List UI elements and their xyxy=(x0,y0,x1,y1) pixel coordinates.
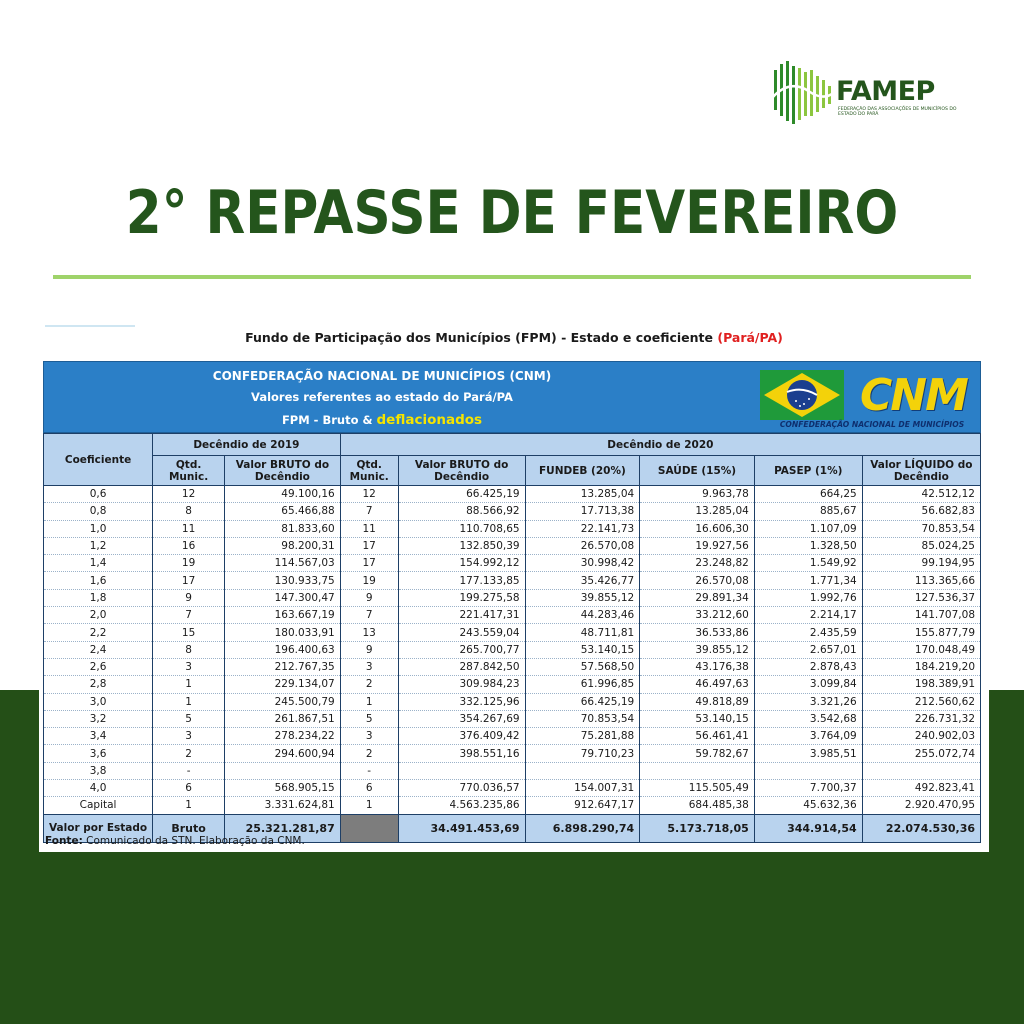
cell-saude: 46.497,63 xyxy=(640,676,755,693)
cell-fundeb: 66.425,19 xyxy=(525,693,640,710)
cell-bruto-2019: 245.500,79 xyxy=(225,693,341,710)
cell-qtd-2020: - xyxy=(340,762,398,779)
cell-saude: 19.927,56 xyxy=(640,537,755,554)
source-note xyxy=(45,835,305,847)
table-row xyxy=(44,676,981,693)
cell-bruto-2020: 177.133,85 xyxy=(398,572,525,589)
fpm-card xyxy=(39,322,989,852)
header-fundeb: FUNDEB (20%) xyxy=(525,456,640,486)
cell-bruto-2020: 4.563.235,86 xyxy=(398,797,525,814)
cell-bruto-2019: 81.833,60 xyxy=(225,520,341,537)
cell-saude: 39.855,12 xyxy=(640,641,755,658)
cell-qtd-2019: 17 xyxy=(153,572,225,589)
banner-line-3-prefix: FPM - Bruto & xyxy=(281,413,373,427)
cell-liquido: 255.072,74 xyxy=(862,745,980,762)
cell-qtd-2019: 11 xyxy=(153,520,225,537)
table-row xyxy=(44,693,981,710)
cell-qtd-2020: 3 xyxy=(340,658,398,675)
cell-pasep: 1.107,09 xyxy=(754,520,862,537)
cell-liquido: 113.365,66 xyxy=(862,572,980,589)
cell-fundeb: 75.281,88 xyxy=(525,728,640,745)
cell-bruto-2020: 154.992,12 xyxy=(398,555,525,572)
cell-qtd-2020: 9 xyxy=(340,589,398,606)
header-saude: SAÚDE (15%) xyxy=(640,456,755,486)
table-row xyxy=(44,658,981,675)
cell-qtd-2019: 8 xyxy=(153,503,225,520)
cell-bruto-2020: 398.551,16 xyxy=(398,745,525,762)
cell-qtd-2020: 7 xyxy=(340,607,398,624)
total-pasep: 344.914,54 xyxy=(754,814,862,842)
cell-fundeb: 53.140,15 xyxy=(525,641,640,658)
cell-qtd-2019: 15 xyxy=(153,624,225,641)
total-saude: 5.173.718,05 xyxy=(640,814,755,842)
cell-fundeb xyxy=(525,762,640,779)
cell-liquido: 42.512,12 xyxy=(862,486,980,503)
cell-fundeb: 61.996,85 xyxy=(525,676,640,693)
cell-pasep: 664,25 xyxy=(754,486,862,503)
cell-bruto-2019: 3.331.624,81 xyxy=(225,797,341,814)
table-row xyxy=(44,572,981,589)
cell-pasep: 3.764,09 xyxy=(754,728,862,745)
total-fundeb: 6.898.290,74 xyxy=(525,814,640,842)
cell-saude: 56.461,41 xyxy=(640,728,755,745)
cell-pasep: 1.549,92 xyxy=(754,555,862,572)
table-row xyxy=(44,537,981,554)
fpm-heading-state: (Pará/PA) xyxy=(717,330,783,345)
table-row xyxy=(44,520,981,537)
cell-fundeb: 70.853,54 xyxy=(525,710,640,727)
cell-fundeb: 48.711,81 xyxy=(525,624,640,641)
cell-saude: 59.782,67 xyxy=(640,745,755,762)
cell-fundeb: 154.007,31 xyxy=(525,780,640,797)
cell-coeficiente: 1,4 xyxy=(44,555,153,572)
fpm-table xyxy=(43,433,981,843)
cell-qtd-2019: 19 xyxy=(153,555,225,572)
cell-saude: 26.570,08 xyxy=(640,572,755,589)
table-row xyxy=(44,728,981,745)
cell-pasep: 3.321,26 xyxy=(754,693,862,710)
cell-coeficiente: 0,8 xyxy=(44,503,153,520)
cell-coeficiente: 3,8 xyxy=(44,762,153,779)
header-pasep: PASEP (1%) xyxy=(754,456,862,486)
cnm-logo xyxy=(760,364,980,432)
cell-fundeb: 13.285,04 xyxy=(525,486,640,503)
table-row xyxy=(44,641,981,658)
cell-pasep: 7.700,37 xyxy=(754,780,862,797)
cell-bruto-2020: 132.850,39 xyxy=(398,537,525,554)
cell-coeficiente: 0,6 xyxy=(44,486,153,503)
cnm-logo-subtitle: CONFEDERAÇÃO NACIONAL DE MUNICÍPIOS xyxy=(779,420,965,429)
cell-bruto-2020: 265.700,77 xyxy=(398,641,525,658)
cell-coeficiente: 2,0 xyxy=(44,607,153,624)
total-liquido: 22.074.530,36 xyxy=(862,814,980,842)
table-row xyxy=(44,589,981,606)
cell-saude xyxy=(640,762,755,779)
cell-saude: 53.140,15 xyxy=(640,710,755,727)
cell-pasep: 1.328,50 xyxy=(754,537,862,554)
cell-fundeb: 39.855,12 xyxy=(525,589,640,606)
cell-bruto-2019: 147.300,47 xyxy=(225,589,341,606)
cell-qtd-2019: 3 xyxy=(153,658,225,675)
table-row xyxy=(44,624,981,641)
cell-bruto-2020: 221.417,31 xyxy=(398,607,525,624)
cell-saude: 9.963,78 xyxy=(640,486,755,503)
cell-liquido: 2.920.470,95 xyxy=(862,797,980,814)
cell-bruto-2020: 110.708,65 xyxy=(398,520,525,537)
cell-bruto-2019: 163.667,19 xyxy=(225,607,341,624)
cell-liquido: 170.048,49 xyxy=(862,641,980,658)
cell-qtd-2020: 1 xyxy=(340,693,398,710)
cell-pasep: 2.878,43 xyxy=(754,658,862,675)
cell-qtd-2019: 3 xyxy=(153,728,225,745)
cell-qtd-2020: 7 xyxy=(340,503,398,520)
title-divider xyxy=(53,275,971,279)
cnm-banner xyxy=(43,361,981,433)
cell-saude: 33.212,60 xyxy=(640,607,755,624)
cell-saude: 36.533,86 xyxy=(640,624,755,641)
table-group-header-row xyxy=(44,434,981,456)
cell-bruto-2019: 278.234,22 xyxy=(225,728,341,745)
banner-line-3 xyxy=(44,412,720,428)
cell-pasep: 1.771,34 xyxy=(754,572,862,589)
table-row xyxy=(44,780,981,797)
cell-qtd-2019: 5 xyxy=(153,710,225,727)
header-bruto-2020: Valor BRUTO do Decêndio xyxy=(398,456,525,486)
cell-qtd-2020: 1 xyxy=(340,797,398,814)
cell-fundeb: 22.141,73 xyxy=(525,520,640,537)
banner-line-3-highlight: deflacionados xyxy=(376,412,483,428)
cell-fundeb: 35.426,77 xyxy=(525,572,640,589)
cell-qtd-2020: 3 xyxy=(340,728,398,745)
header-decendio-2020: Decêndio de 2020 xyxy=(340,434,980,456)
cell-saude: 49.818,89 xyxy=(640,693,755,710)
cell-bruto-2020 xyxy=(398,762,525,779)
source-label: Fonte: xyxy=(45,835,83,847)
cell-qtd-2019: - xyxy=(153,762,225,779)
table-row xyxy=(44,762,981,779)
cell-bruto-2019: 49.100,16 xyxy=(225,486,341,503)
cnm-logo-text: CNM xyxy=(860,370,967,421)
cell-pasep: 3.099,84 xyxy=(754,676,862,693)
cell-fundeb: 30.998,42 xyxy=(525,555,640,572)
cell-pasep: 2.435,59 xyxy=(754,624,862,641)
banner-line-1: CONFEDERAÇÃO NACIONAL DE MUNICÍPIOS (CNM) xyxy=(212,369,552,383)
cell-qtd-2020: 2 xyxy=(340,676,398,693)
fpm-heading-text: Fundo de Participação dos Municípios (FPM) - Estado e coeficiente xyxy=(245,330,713,345)
banner-line-2: Valores referentes ao estado do Pará/PA xyxy=(251,390,513,404)
cell-bruto-2019: 114.567,03 xyxy=(225,555,341,572)
table-row xyxy=(44,486,981,503)
cell-bruto-2020: 66.425,19 xyxy=(398,486,525,503)
table-row xyxy=(44,745,981,762)
header-coeficiente: Coeficiente xyxy=(44,434,153,486)
cell-qtd-2019: 12 xyxy=(153,486,225,503)
cell-saude: 43.176,38 xyxy=(640,658,755,675)
cell-qtd-2020: 13 xyxy=(340,624,398,641)
cell-coeficiente: 2,6 xyxy=(44,658,153,675)
cell-saude: 13.285,04 xyxy=(640,503,755,520)
cell-qtd-2019: 16 xyxy=(153,537,225,554)
cell-liquido: 240.902,03 xyxy=(862,728,980,745)
famep-emblem-icon xyxy=(770,58,836,128)
cell-bruto-2020: 199.275,58 xyxy=(398,589,525,606)
page-title: 2° REPASSE DE FEVEREIRO xyxy=(125,178,899,248)
cell-saude: 684.485,38 xyxy=(640,797,755,814)
cell-liquido: 492.823,41 xyxy=(862,780,980,797)
cell-coeficiente: 3,2 xyxy=(44,710,153,727)
table-row xyxy=(44,555,981,572)
cell-liquido: 85.024,25 xyxy=(862,537,980,554)
cell-qtd-2019: 9 xyxy=(153,589,225,606)
cell-liquido: 141.707,08 xyxy=(862,607,980,624)
cell-qtd-2020: 17 xyxy=(340,537,398,554)
cell-bruto-2020: 376.409,42 xyxy=(398,728,525,745)
cell-bruto-2019: 568.905,15 xyxy=(225,780,341,797)
cell-bruto-2020: 309.984,23 xyxy=(398,676,525,693)
cell-qtd-2020: 2 xyxy=(340,745,398,762)
header-bruto-2019: Valor BRUTO do Decêndio xyxy=(225,456,341,486)
cell-pasep: 885,67 xyxy=(754,503,862,520)
cell-coeficiente: 1,0 xyxy=(44,520,153,537)
cell-coeficiente: 3,0 xyxy=(44,693,153,710)
brazil-flag-icon xyxy=(760,364,860,422)
cell-bruto-2019: 212.767,35 xyxy=(225,658,341,675)
cell-qtd-2020: 17 xyxy=(340,555,398,572)
cell-qtd-2019: 1 xyxy=(153,797,225,814)
cell-bruto-2019: 65.466,88 xyxy=(225,503,341,520)
cell-pasep: 45.632,36 xyxy=(754,797,862,814)
cell-bruto-2019 xyxy=(225,762,341,779)
cell-fundeb: 57.568,50 xyxy=(525,658,640,675)
cell-fundeb: 17.713,38 xyxy=(525,503,640,520)
total-bruto-2020: 34.491.453,69 xyxy=(398,814,525,842)
header-qtd-2019: Qtd. Munic. xyxy=(153,456,225,486)
table-body xyxy=(44,486,981,843)
cell-bruto-2020: 332.125,96 xyxy=(398,693,525,710)
cell-pasep: 2.214,17 xyxy=(754,607,862,624)
cell-bruto-2019: 261.867,51 xyxy=(225,710,341,727)
cell-qtd-2020: 11 xyxy=(340,520,398,537)
cell-pasep xyxy=(754,762,862,779)
cell-fundeb: 26.570,08 xyxy=(525,537,640,554)
header-qtd-2020: Qtd. Munic. xyxy=(340,456,398,486)
cell-coeficiente: 2,4 xyxy=(44,641,153,658)
cell-bruto-2019: 180.033,91 xyxy=(225,624,341,641)
cell-coeficiente: 3,4 xyxy=(44,728,153,745)
cell-liquido: 198.389,91 xyxy=(862,676,980,693)
header-decendio-2019: Decêndio de 2019 xyxy=(153,434,341,456)
cell-qtd-2019: 7 xyxy=(153,607,225,624)
famep-logo-subtitle: FEDERAÇÃO DAS ASSOCIAÇÕES DE MUNICÍPIOS DO ESTADO DO PARÁ xyxy=(838,107,957,118)
cell-pasep: 3.542,68 xyxy=(754,710,862,727)
cell-pasep: 3.985,51 xyxy=(754,745,862,762)
cell-liquido: 70.853,54 xyxy=(862,520,980,537)
cell-qtd-2019: 1 xyxy=(153,693,225,710)
cell-bruto-2020: 243.559,04 xyxy=(398,624,525,641)
cell-coeficiente: 1,6 xyxy=(44,572,153,589)
cell-coeficiente: 3,6 xyxy=(44,745,153,762)
fpm-heading xyxy=(39,330,989,345)
cell-liquido: 184.219,20 xyxy=(862,658,980,675)
table-row xyxy=(44,607,981,624)
cell-fundeb: 44.283,46 xyxy=(525,607,640,624)
cell-coeficiente: 2,2 xyxy=(44,624,153,641)
card-accent-line xyxy=(45,325,135,327)
cell-coeficiente: 2,8 xyxy=(44,676,153,693)
cell-liquido: 226.731,32 xyxy=(862,710,980,727)
cell-bruto-2020: 354.267,69 xyxy=(398,710,525,727)
cell-qtd-2020: 12 xyxy=(340,486,398,503)
cell-bruto-2019: 294.600,94 xyxy=(225,745,341,762)
cell-coeficiente: 1,8 xyxy=(44,589,153,606)
cell-qtd-2020: 19 xyxy=(340,572,398,589)
cell-qtd-2020: 5 xyxy=(340,710,398,727)
cell-bruto-2019: 130.933,75 xyxy=(225,572,341,589)
cell-liquido: 127.536,37 xyxy=(862,589,980,606)
cell-liquido: 56.682,83 xyxy=(862,503,980,520)
cell-fundeb: 79.710,23 xyxy=(525,745,640,762)
cell-bruto-2020: 770.036,57 xyxy=(398,780,525,797)
table-sub-header-row xyxy=(44,456,981,486)
table-row xyxy=(44,710,981,727)
cell-qtd-2020: 6 xyxy=(340,780,398,797)
cell-qtd-2019: 2 xyxy=(153,745,225,762)
source-text: Comunicado da STN. Elaboração da CNM. xyxy=(86,835,305,847)
cell-pasep: 2.657,01 xyxy=(754,641,862,658)
cell-coeficiente: Capital xyxy=(44,797,153,814)
cell-bruto-2019: 98.200,31 xyxy=(225,537,341,554)
total-label: Valor por Estado xyxy=(44,814,153,842)
cell-fundeb: 912.647,17 xyxy=(525,797,640,814)
famep-logo xyxy=(770,58,970,128)
cell-coeficiente: 1,2 xyxy=(44,537,153,554)
cell-coeficiente: 4,0 xyxy=(44,780,153,797)
cell-liquido: 155.877,79 xyxy=(862,624,980,641)
cell-qtd-2019: 1 xyxy=(153,676,225,693)
cell-qtd-2020: 9 xyxy=(340,641,398,658)
cell-qtd-2019: 8 xyxy=(153,641,225,658)
table-row xyxy=(44,503,981,520)
famep-logo-name: FAMEP xyxy=(836,76,935,107)
cell-bruto-2020: 88.566,92 xyxy=(398,503,525,520)
cell-saude: 23.248,82 xyxy=(640,555,755,572)
cell-saude: 29.891,34 xyxy=(640,589,755,606)
total-bruto-2019: 25.321.281,87 xyxy=(225,814,341,842)
header-liquido: Valor LÍQUIDO do Decêndio xyxy=(862,456,980,486)
cell-liquido: 212.560,62 xyxy=(862,693,980,710)
cell-pasep: 1.992,76 xyxy=(754,589,862,606)
cell-bruto-2020: 287.842,50 xyxy=(398,658,525,675)
cell-bruto-2019: 196.400,63 xyxy=(225,641,341,658)
cell-qtd-2019: 6 xyxy=(153,780,225,797)
cell-liquido xyxy=(862,762,980,779)
total-kind: Bruto xyxy=(153,814,225,842)
table-row xyxy=(44,797,981,814)
cell-liquido: 99.194,95 xyxy=(862,555,980,572)
cell-bruto-2019: 229.134,07 xyxy=(225,676,341,693)
cell-saude: 16.606,30 xyxy=(640,520,755,537)
total-empty-cell xyxy=(340,814,398,842)
cell-saude: 115.505,49 xyxy=(640,780,755,797)
